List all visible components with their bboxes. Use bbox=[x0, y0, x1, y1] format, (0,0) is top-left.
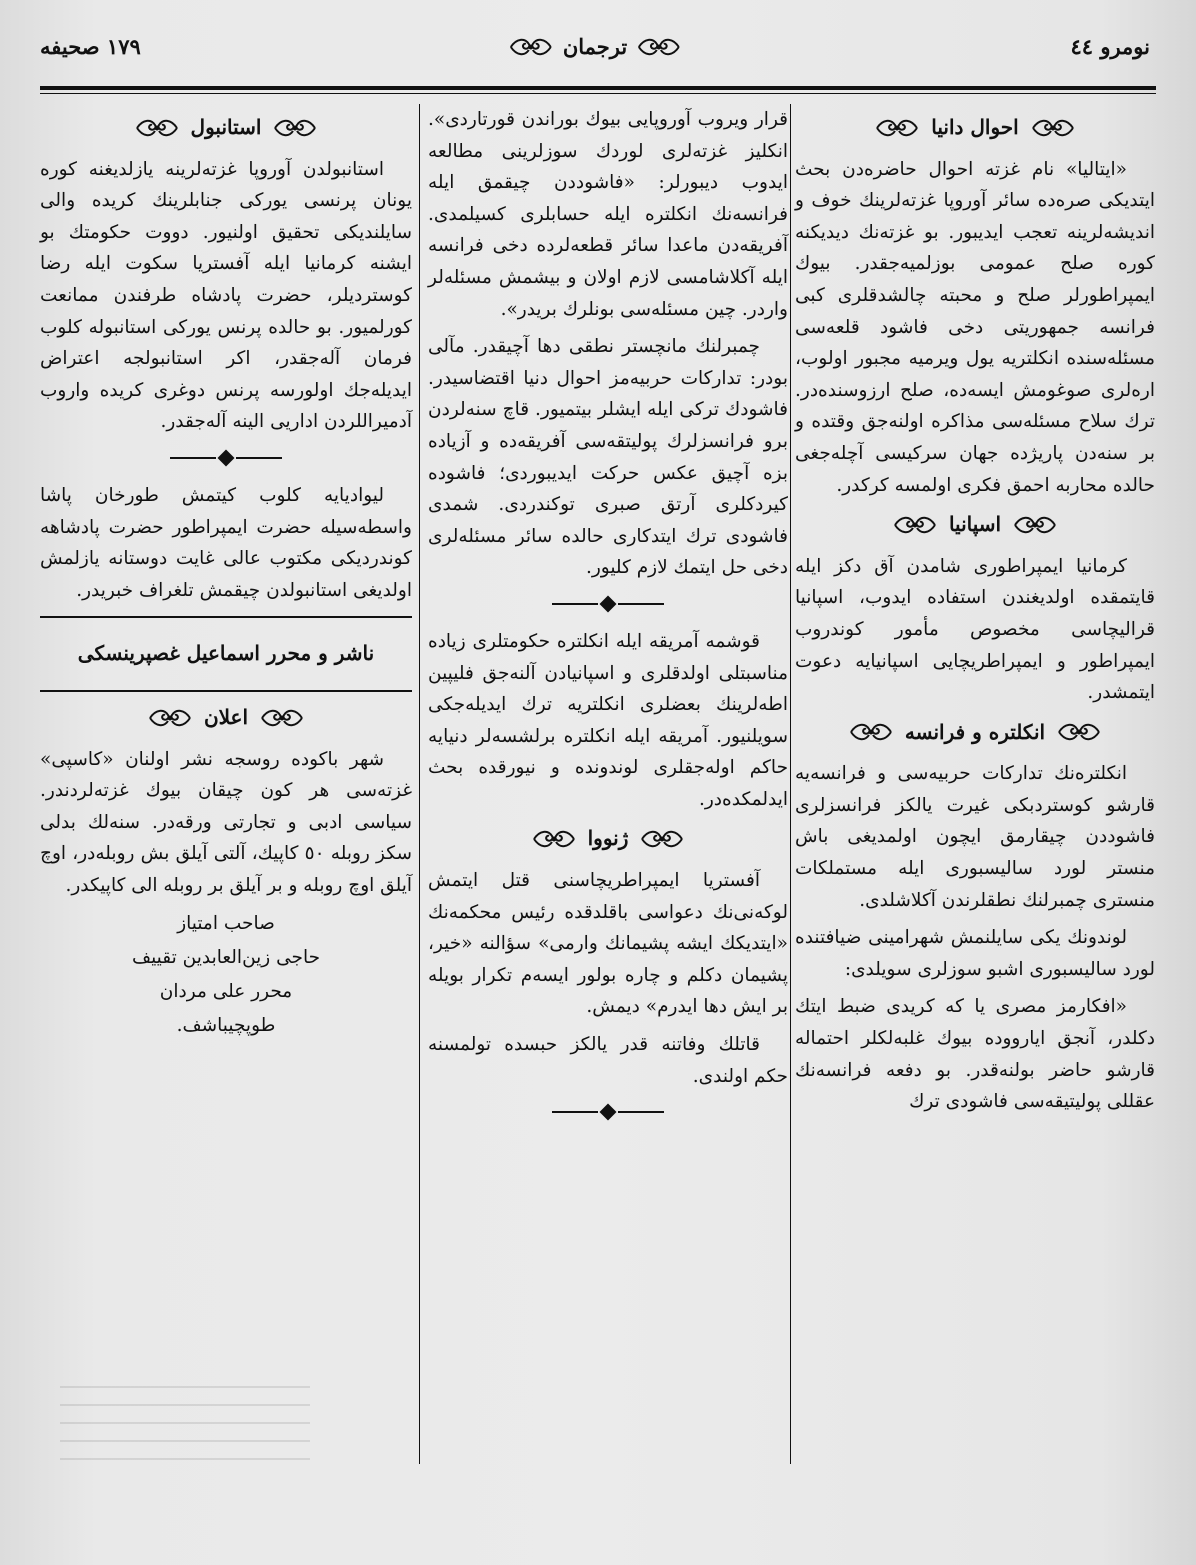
license-holder-name: حاجى زين‌العابدين تقييف bbox=[131, 947, 321, 969]
box-rule bbox=[40, 690, 412, 692]
section-title: استانبول bbox=[190, 115, 262, 139]
section-heading bbox=[795, 717, 1155, 749]
ornament-icon bbox=[849, 721, 893, 743]
section-heading bbox=[795, 112, 1155, 144]
signature-block bbox=[40, 907, 412, 1043]
ornament-icon bbox=[509, 36, 553, 58]
ornament-icon bbox=[640, 828, 684, 850]
ornament-icon bbox=[135, 117, 179, 139]
ornament-icon bbox=[1031, 117, 1075, 139]
article-paragraph: انكلتره‌نك تداركات حربيه‌سى و فرانسه‌يه قارشو كوستردبكى غيرت يالكز فرانسزلرى فاشوددن چيقارمق ايچون اولمديغى باش منستر لورد ساليسبورى ايله مستملكات منسترى چمبرلنك نطقلرندن آكلاشلدى. bbox=[795, 763, 1155, 911]
faded-stamp bbox=[60, 1370, 310, 1460]
masthead-rule-thin bbox=[40, 93, 1156, 94]
article-paragraph: قوشمه آمريقه ايله انكلتره حكومتلرى زياده مناسبتلى اولدقلرى و اسپانيادن آلنه‌جق فليپين اطه‌لرينك بعضلرى انكلتريه ترك ايديله‌جكى سويلنيور. آمريقه ايله انكلتره برلشسه‌لر دنيايه حاكم اوله‌جقلرى لوندونده و نيورقده بحث ايدلمكده‌در. bbox=[428, 630, 788, 810]
article-paragraph: قاتلك وفاتنه قدر يالكز حبسده تولمسنه حكم اولندى. bbox=[428, 1034, 788, 1087]
article-paragraph: «افكارمز مصرى يا كه كريدى ضبط ايتك دكلدر، آنجق ايارووده بيوك غلبه‌لكلر احتماله قارشو حاضر بولنه‌قدر. بو دفعه فرانسه‌نك عقللى پوليتيقه‌سى فاشودى ترك bbox=[795, 996, 1155, 1113]
publisher-line: ناشر و محرر اسماعيل غصپرينسكى bbox=[77, 641, 375, 666]
section-title: ژنووا bbox=[587, 826, 629, 851]
masthead bbox=[40, 28, 1150, 88]
ornament-icon bbox=[893, 514, 937, 536]
section-title: انكلتره و فرانسه bbox=[904, 719, 1046, 744]
ornament-icon bbox=[875, 117, 919, 139]
section-divider bbox=[428, 1106, 788, 1118]
column-divider bbox=[790, 104, 791, 1464]
ornament-icon bbox=[1013, 514, 1057, 536]
newspaper-title: ترجمان bbox=[562, 34, 628, 59]
article-paragraph: كرمانيا ايمپراطورى شامدن آق دكز ايله قايتمقده اولديغندن استفاده ايدوب، اسپانيا قراليچاسى مخصوص مأمور كوندروب ايمپراطور و ايمپراطريچايى اسپانيايه دعوت ايتمشدر. bbox=[795, 555, 1155, 704]
masthead-title-group bbox=[509, 34, 681, 59]
editor-surname: طوپچيباشف. bbox=[176, 1015, 276, 1037]
ornament-icon bbox=[260, 707, 304, 729]
masthead-rule bbox=[40, 86, 1156, 90]
license-holder-title: صاحب امتياز bbox=[177, 913, 275, 935]
section-heading bbox=[40, 112, 412, 144]
column-divider bbox=[419, 104, 420, 1464]
section-divider bbox=[40, 452, 412, 464]
section-divider bbox=[428, 598, 788, 610]
right-column bbox=[795, 104, 1155, 1124]
box-rule bbox=[40, 616, 412, 618]
left-column bbox=[40, 104, 412, 1043]
center-column bbox=[428, 104, 788, 1134]
ornament-icon bbox=[637, 36, 681, 58]
section-heading bbox=[795, 509, 1155, 541]
issue-number: نومرو ٤٤ bbox=[1070, 34, 1150, 59]
article-paragraph: لوندونك يكى سايلنمش شهرامينى ضيافتنده لورد ساليسبورى اشبو سوزلرى سويلدى: bbox=[795, 927, 1155, 980]
diamond-icon bbox=[600, 595, 617, 612]
article-paragraph: ليواديايه كلوب كيتمش طورخان پاشا واسطه‌سيله حضرت ايمپراطور حضرت پادشاهه كوندرديكى مكتوب عالى غايت دوستانه يازلمش اولديغى استانبولدن چيقمش تلغراف خبريدر. bbox=[40, 484, 412, 601]
section-heading bbox=[428, 823, 788, 855]
article-paragraph: قرار ويروب آوروپايى بيوك بوراندن قورتاردى». انكليز غزته‌لرى لوردك سوزلرينى مطالعه ايدوب ديبورلر: «فاشوددن چيقمق ايله فرانسه‌نك انكلتره ايله حسابلرى كسيلمدى. آفريقه‌دن ماعدا سائر قطعه‌لرده دخى فرانسه ايله آكلاشامسى لازم اولان و بيشمش مسئله‌لر واردر. چين مسئله‌سى بونلرك بريدر». bbox=[428, 109, 788, 320]
section-title: احوال دانيا bbox=[931, 115, 1019, 139]
editor-name: محرر على مردان bbox=[159, 981, 293, 1003]
ornament-icon bbox=[148, 707, 192, 729]
article-paragraph: آفستريا ايمپراطريچاسنى قتل ايتمش لوكه‌نى‌نك دعواسى باقلدقده رئيس محكمه‌نك «ايتديكك ايشه پشيمانك وارمى» سؤالنه «خير، پشيمان دكلم و چاره بولور ايسه‌م تكرار بويله بر ايش دها ايدرم» ديمش. bbox=[428, 870, 788, 1018]
article-paragraph: استانبولدن آوروپا غزته‌لرينه يازلديغنه كوره يونان پرنسى يوركى جنابلرينك كريده والى سايلنديكى تحقيق اولنيور. دووت حكومتك بو ايشنه كرمانيا ايله آفستريا سكوت ايله رضا كوسترديلر، حضرت پادشاه طرفندن ممانعت كورلميور. بو حالده پرنس يوركى استانبوله كلوب فرمان آله‌جقدر، اكر استانبولجه اعتراض ايديله‌جك اولورسه پرنس دوغرى كريده واروب آدميراللردن اداريى الينه آله‌جقدر. bbox=[40, 158, 412, 433]
page-number: ١٧٩ صحيفه bbox=[40, 34, 141, 59]
article-paragraph: «ايتاليا» نام غزته احوال حاضره‌دن بحث ايتديكى صره‌ده سائر آوروپا غزته‌لرينك خوف و انديشه‌لرينه تعجب ايديبور. بو غزته‌نك ديديكنه كوره صلح عمومى بوزلميه‌جقدر. بيوك ايمپراطورلر صلح و محبته چالشدقلرى كبى فرانسه جمهوريتى دخى فاشود قلعه‌سى مسئله‌سنده انكلتريه يول ويرميه مجبور اولوب، اره‌لرى صوغومش ايسه‌ده، صلح ارزوسنده‌در. ترك سلاح مسئله‌سى مذاكره اولنه‌جق وقتده و بر سنه‌دن پاريژده جهان سركيسى آچله‌جغى حالده محاربه احمق فكرى اولمسه كركدر. bbox=[795, 158, 1155, 496]
ornament-icon bbox=[532, 828, 576, 850]
ornament-icon bbox=[273, 117, 317, 139]
ornament-icon bbox=[1057, 721, 1101, 743]
diamond-icon bbox=[600, 1104, 617, 1121]
article-paragraph: چمبرلنك مانچستر نطقى دها آچيقدر. مآلى بودر: تداركات حربيه‌مز احوال دنيا اقتضاسيدر. فاشودك تركى ايله ايشلر بيتميور. قاچ سنه‌لردن برو فرانسزلرك پوليتقه‌سى آفريقه‌ده و آزياده بزه آچيق عكس حركت ايديبوردى؛ فاشوده كيردكلرى آرتق صبرى توكندردى. شمدى فاشودى ترك ايتدكارى حالده سائر مسئله‌لرى دخى حل ايتمك لازم كليور. bbox=[428, 336, 788, 579]
advertisement-paragraph: شهر باكوده روسجه نشر اولنان «كاسپى» غزته‌سى هر كون چيقان بيوك غزته‌لردندر. سياسى ادبى و تجارتى ورقه‌در. سنه‌لك بدلى سكز روبله ٥٠ كاپيك، آلتى آيلق بش روبله‌در، اوچ آيلق اوچ روبله و بر آيلق بر روبله الى كاپيكدر. bbox=[40, 748, 412, 896]
section-title: اعلان bbox=[203, 704, 249, 729]
diamond-icon bbox=[218, 449, 235, 466]
section-title: اسپانيا bbox=[948, 512, 1002, 537]
section-heading bbox=[40, 702, 412, 734]
